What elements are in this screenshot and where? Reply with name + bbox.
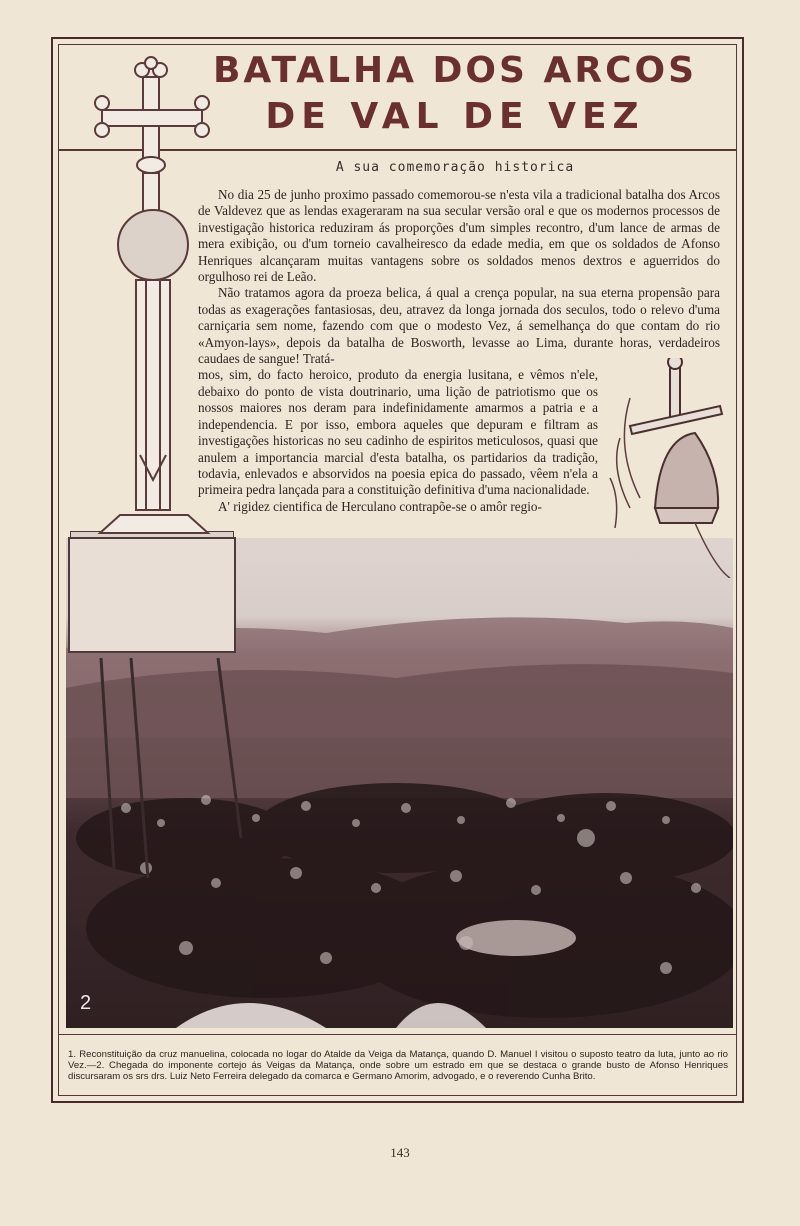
paragraph-2a: Não tratamos agora da proeza belica, á qual a crença popular, na sua eterna propensão para todas as exagerações fantasiosas, deu, atravez da longa jornada dos seculos, todo o relevo d'uma carniçaria sem nome, fazendo com que o modesto Vez, á semelhança do que contam do rio «Amyon-lays», depois da batalha de Bosworth, levasse ao Lima, durante horas, verdadeiros caudaes de sangue! Tratá- [198,285,720,367]
cross-pedestal [68,537,236,653]
article-body [198,187,720,515]
paragraph-3: A' rigidez cientifica de Herculano contrapõe-se o amôr regio- [218,498,542,514]
paragraph-1: No dia 25 de junho proximo passado comemorou-se n'esta vila a tradicional batalha dos Arcos de Valdevez que as lendas exageraram na sua secular versão oral e que os modernos processos de investigação historica reduziram ás proporções d'um simples recontro, d'um lance de armas de mera exibição, ou d'um torneio cavalheiresco da edade media, em que os soldados de Afonso Henriques alcançaram muitas vantagens sobre os soldados menos dextros e aguerridos do orgulhoso rei de Leão. [198,187,720,285]
photo-caption: 1. Reconstituição da cruz manuelina, colocada no logar do Atalde da Veiga da Matança, quando D. Manuel I visitou o suposto teatro da luta, junto ao rio Vez.—2. Chegada do imponente cortejo ás Veigas da Matança, onde sobre um estrado em que se destaca o grande busto de Afonso Henriques discursaram os srs drs. Luiz Neto Ferreira delegado da comarca e Germano Amorim, advogado, e o reverendo Cunha Brito. [68,1049,728,1082]
page-number: 143 [390,1145,410,1160]
article-title [185,48,725,140]
photo-number: 2 [80,992,92,1014]
title-line-2: DE VAL DE VEZ [265,96,645,137]
article-subtitle: A sua comemoração historica [335,160,575,175]
title-line-1: BATALHA DOS ARCOS [212,50,698,91]
caption-divider [58,1034,737,1035]
paragraph-2b: mos, sim, do facto heroico, produto da energia lusitana, e vêmos n'ele, debaixo do ponto de vista doutrinario, uma lição de patriotismo que os nossos maiores nos deram para indefinidamente amarmos a patria e a independencia. E por isso, embora aqueles que depuram e filtram as investigações historicas no seu cadinho de espiritos meticulosos, quasi que anulem a importancia marcial d'esta batalha, os partidarios da tradição, todavia, enlevados e absorvidos na poesia epica do passado, vêem n'ela a primeira pedra lançada para a constituição definitiva d'uma nacionalidade. [198,367,598,498]
